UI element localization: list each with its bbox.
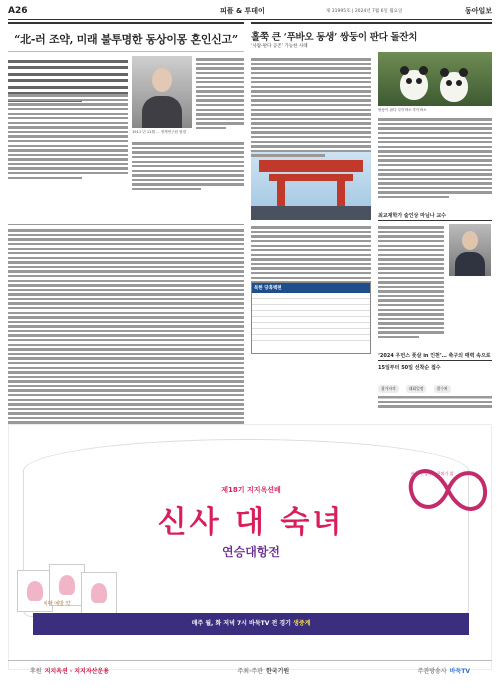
sponsor-footer	[8, 660, 492, 680]
broadcast-name: 바둑TV	[449, 668, 470, 675]
profile-text	[378, 224, 444, 338]
right-headline: 홀쭉 큰 ‘푸바오 동생’ 쌍둥이 판다 돌잔치	[251, 32, 418, 43]
character-cards	[17, 560, 157, 620]
center-text-col	[251, 56, 371, 157]
ad-edition-org: 지지옥션배	[246, 486, 281, 494]
host-name: 한국기원	[265, 668, 290, 675]
ad-title-block	[129, 485, 373, 560]
page-header	[8, 6, 492, 20]
left-portrait-photo	[132, 56, 192, 128]
smile-label: 치매 예방 약	[43, 601, 71, 607]
profile-photo	[449, 224, 491, 276]
gate-ceremony-photo	[251, 150, 371, 220]
right-subtitle: ‘사람-판다 공존’ 가능한 사례	[251, 44, 308, 49]
profile-block	[378, 212, 492, 221]
strip-text: 매주 월, 화 저녁 7시 바둑TV 전 경기	[191, 620, 291, 627]
panda-caption: 쌍둥이 판다 루이바오·후이바오	[378, 108, 427, 112]
go-event-advertisement	[8, 424, 492, 670]
newspaper-logo: 동아일보	[464, 6, 492, 15]
fair-pill: 참가자격	[378, 385, 399, 393]
sponsor-label: 후원	[30, 668, 42, 675]
futsal-fair-ad	[378, 352, 492, 396]
panda-photo	[378, 52, 492, 106]
fair-title: ‘2024 우먼스 풋살 in 인천’… 축구의 매력 속으로	[378, 353, 491, 359]
left-text-col-3	[132, 140, 244, 190]
left-bottom-text	[8, 224, 244, 447]
portrait-caption: 1911 년 12월 ... 정책연구원 원장	[132, 130, 187, 134]
left-headline-box	[8, 22, 244, 52]
profile-headline: 최교재학가 술인상 마님나 교수	[378, 212, 492, 221]
broadcast-label: 주관방송사	[417, 668, 447, 675]
right-text-col-2	[378, 116, 492, 198]
right-headline-box	[251, 22, 492, 49]
ad-main-title: 신사 대 숙녀	[157, 505, 345, 540]
fair-pill: 대회일정	[406, 385, 427, 393]
fair-sponsor-bar	[378, 398, 492, 408]
ad-subtitle: 연승대항전	[222, 545, 280, 559]
left-text-col-1	[8, 92, 128, 179]
schedule-ad	[251, 282, 371, 354]
center-text-col-2	[251, 224, 371, 288]
ad-edition: 제18기	[221, 486, 245, 494]
schedule-ad-title: 북한 당혹백편	[252, 283, 370, 293]
page-number: A26	[8, 6, 28, 16]
infinity-logo	[403, 445, 493, 535]
broadcast-strip	[33, 613, 469, 635]
fair-pill: 접수처	[434, 385, 451, 393]
left-headline: “北-러 조약, 미래 불투명한 동상이몽 혼인신고”	[14, 33, 238, 46]
left-text-col-2	[196, 56, 244, 129]
fair-date: 15일부터 50일 선착순 접수	[378, 365, 441, 371]
host-label: 주최·주관	[237, 668, 263, 675]
section-title: 피플 & 투데이	[220, 7, 265, 15]
strip-highlight: 생중계	[293, 620, 311, 627]
infinity-slogan: 바둑 인생에는 은퇴가 없다	[411, 471, 454, 482]
sponsor-name: 지지옥션 · 지지자산운용	[44, 668, 110, 675]
issue-date: 제 31995호 | 2024년 7월 6일 월요일	[326, 9, 403, 14]
